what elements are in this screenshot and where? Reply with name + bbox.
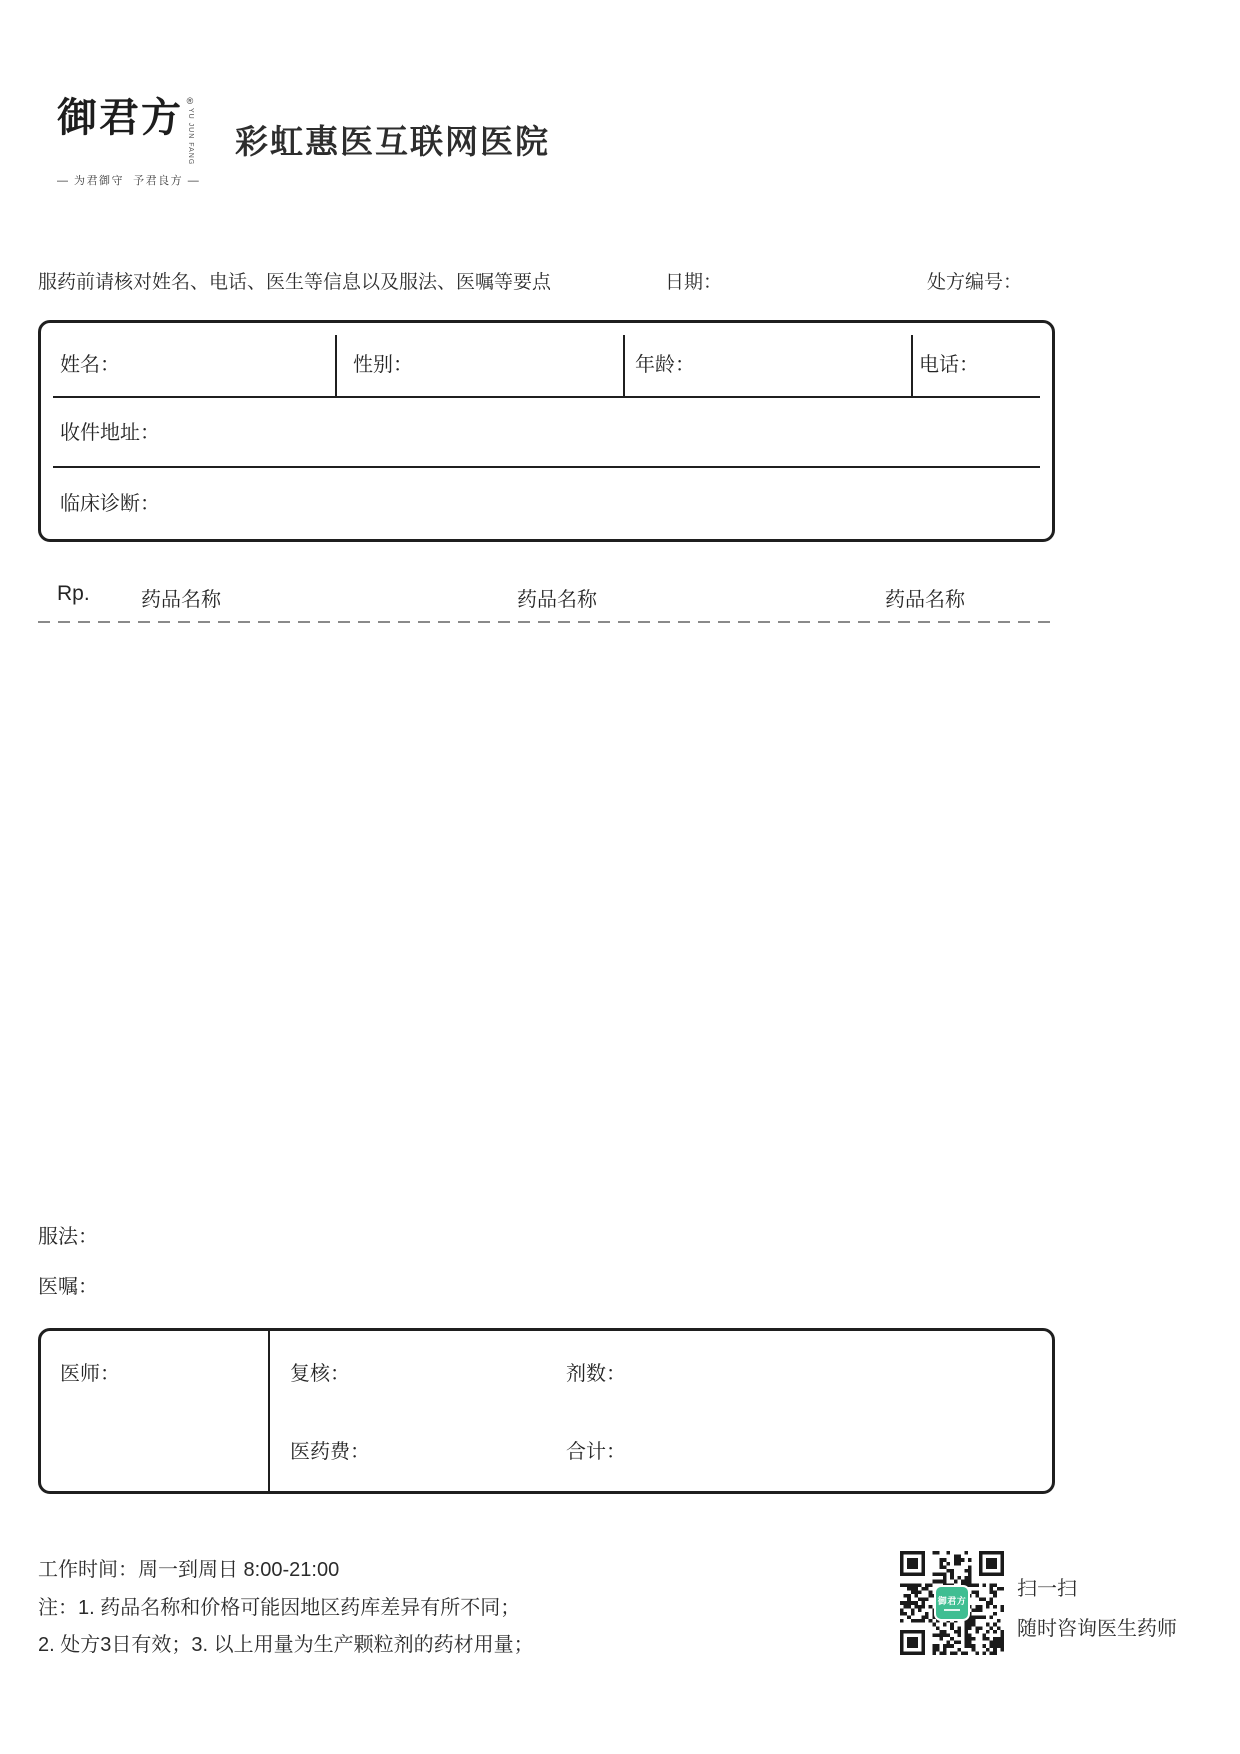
drug-name-column-header: 药品名称 [517, 589, 597, 611]
medicine-fee-label: 医药费： [290, 1441, 370, 1463]
drug-name-column-header: 药品名称 [885, 589, 965, 611]
prescription-number-label: 处方编号： [927, 272, 1023, 293]
advice-label: 医嘱： [38, 1276, 98, 1298]
qr-center-logo-underline [944, 1609, 960, 1611]
registered-trademark-icon: ® [186, 96, 194, 106]
qr-code [900, 1551, 1004, 1655]
dose-count-label: 剂数： [566, 1363, 626, 1385]
total-label: 合计： [566, 1441, 626, 1463]
note-line-2: 2. 处方3日有效；3. 以上用量为生产颗粒剂的药材用量； [38, 1634, 534, 1656]
drug-name-column-header: 药品名称 [141, 589, 221, 611]
phone-label: 电话： [919, 354, 979, 376]
doctor-label: 医师： [60, 1363, 120, 1385]
dashed-divider [38, 621, 1055, 623]
date-label: 日期： [665, 272, 723, 293]
rp-label: Rp. [57, 582, 90, 605]
scan-subtitle: 随时咨询医生药师 [1017, 1618, 1177, 1640]
column-divider [335, 335, 337, 397]
brand-tagline: — 为君御守 予君良方 — [57, 175, 201, 188]
check-hint-text: 服药前请核对姓名、电话、医生等信息以及服法、医嘱等要点 [38, 272, 552, 293]
column-divider [268, 1331, 270, 1491]
row-divider [53, 396, 1040, 398]
review-label: 复核： [290, 1363, 350, 1385]
patient-info-box [38, 320, 1055, 542]
brand-logo [57, 96, 200, 188]
note-line-1: 注：1. 药品名称和价格可能因地区药库差异有所不同； [38, 1597, 521, 1619]
name-label: 姓名： [60, 354, 120, 376]
usage-label: 服法： [38, 1226, 98, 1248]
qr-center-logo-text: 御君方 [937, 1595, 967, 1606]
row-divider [53, 466, 1040, 468]
hospital-title: 彩虹惠医互联网医院 [235, 123, 550, 160]
work-time-text: 工作时间：周一到周日 8:00-21:00 [38, 1559, 340, 1581]
brand-logo-text: 御君方 [57, 94, 183, 141]
scan-title: 扫一扫 [1017, 1578, 1077, 1600]
brand-logo-pinyin: YU JUN FANG [187, 108, 194, 166]
signature-fee-box [38, 1328, 1055, 1494]
address-label: 收件地址： [60, 422, 160, 444]
column-divider [911, 335, 913, 397]
diagnosis-label: 临床诊断： [60, 493, 160, 515]
column-divider [623, 335, 625, 397]
gender-label: 性别： [353, 354, 413, 376]
age-label: 年龄： [635, 354, 695, 376]
qr-center-logo [934, 1585, 970, 1621]
